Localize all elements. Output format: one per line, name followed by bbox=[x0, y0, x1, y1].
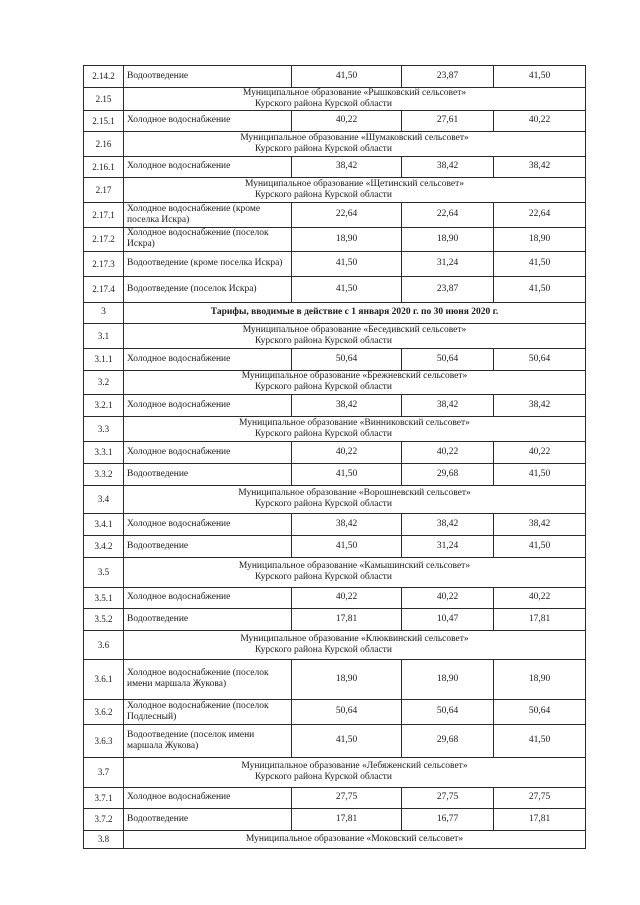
tariff-value: 38,42 bbox=[292, 513, 402, 535]
service-name: Водоотведение bbox=[124, 535, 292, 557]
row-number: 3.6 bbox=[84, 630, 124, 659]
tariff-value: 23,87 bbox=[402, 276, 494, 302]
row-number: 2.17.2 bbox=[84, 227, 124, 251]
tariff-value: 40,22 bbox=[494, 587, 586, 608]
service-name: Холодное водоснабжение (кроме поселка Искра) bbox=[124, 202, 292, 227]
row-number: 3.2.1 bbox=[84, 394, 124, 416]
municipality-header-row bbox=[84, 630, 586, 659]
service-name: Холодное водоснабжение bbox=[124, 441, 292, 463]
tariff-value: 41,50 bbox=[292, 724, 402, 757]
tariff-table-body bbox=[84, 66, 586, 849]
tariff-value: 50,64 bbox=[402, 699, 494, 724]
service-name: Водоотведение bbox=[124, 608, 292, 630]
municipality-header bbox=[124, 370, 586, 394]
district-name: Курского района Курской области bbox=[255, 572, 392, 583]
row-number: 2.16.1 bbox=[84, 156, 124, 177]
row-number: 3.7 bbox=[84, 757, 124, 787]
tariff-value: 50,64 bbox=[494, 699, 586, 724]
tariff-row bbox=[84, 787, 586, 808]
tariff-value: 27,75 bbox=[494, 787, 586, 808]
tariff-row bbox=[84, 535, 586, 557]
tariff-value: 10,47 bbox=[402, 608, 494, 630]
tariff-value: 18,90 bbox=[494, 227, 586, 251]
district-name: Курского района Курской области bbox=[255, 382, 392, 393]
municipality-header bbox=[124, 323, 586, 348]
tariff-value: 41,50 bbox=[292, 276, 402, 302]
municipality-header-row bbox=[84, 416, 586, 441]
service-name: Холодное водоснабжение bbox=[124, 787, 292, 808]
tariff-value: 29,68 bbox=[402, 724, 494, 757]
municipality-name: Муниципальное образование «Лебяженский сельсовет» bbox=[241, 761, 468, 772]
service-name: Водоотведение bbox=[124, 808, 292, 830]
tariff-value: 31,24 bbox=[402, 251, 494, 276]
municipality-name: Муниципальное образование «Камышинский сельсовет» bbox=[238, 561, 471, 572]
tariff-value: 41,50 bbox=[494, 66, 586, 88]
tariff-row bbox=[84, 276, 586, 302]
municipality-header bbox=[124, 88, 586, 111]
municipality-name: Муниципальное образование «Моковский сельсовет» bbox=[245, 833, 464, 844]
municipality-header-row bbox=[84, 757, 586, 787]
tariff-value: 18,90 bbox=[402, 659, 494, 699]
row-number: 3 bbox=[84, 302, 124, 323]
tariff-row bbox=[84, 66, 586, 88]
municipality-header-row bbox=[84, 830, 586, 848]
tariff-value: 41,50 bbox=[494, 251, 586, 276]
service-name: Водоотведение (поселок Искра) bbox=[124, 276, 292, 302]
municipality-header-row bbox=[84, 485, 586, 513]
tariff-row bbox=[84, 513, 586, 535]
row-number: 3.6.1 bbox=[84, 659, 124, 699]
district-name: Курского района Курской области bbox=[255, 428, 392, 439]
district-name: Курского района Курской области bbox=[255, 644, 392, 655]
tariff-value: 38,42 bbox=[402, 513, 494, 535]
tariff-value: 22,64 bbox=[292, 202, 402, 227]
tariff-value: 38,42 bbox=[494, 156, 586, 177]
row-number: 2.17.4 bbox=[84, 276, 124, 302]
tariff-value: 41,50 bbox=[494, 724, 586, 757]
row-number: 2.17.1 bbox=[84, 202, 124, 227]
service-name: Водоотведение (кроме поселка Искра) bbox=[124, 251, 292, 276]
service-name: Холодное водоснабжение (поселок Подлесный) bbox=[124, 699, 292, 724]
municipality-header bbox=[124, 757, 586, 787]
tariff-row bbox=[84, 699, 586, 724]
row-number: 2.17 bbox=[84, 177, 124, 202]
row-number: 3.1.1 bbox=[84, 348, 124, 370]
tariff-value: 41,50 bbox=[494, 276, 586, 302]
tariff-value: 17,81 bbox=[494, 608, 586, 630]
district-name: Курского района Курской области bbox=[255, 98, 392, 109]
tariff-value: 27,61 bbox=[402, 110, 494, 131]
tariff-value: 40,22 bbox=[292, 587, 402, 608]
tariff-row bbox=[84, 808, 586, 830]
tariff-value: 38,42 bbox=[494, 513, 586, 535]
service-name: Холодное водоснабжение (поселок Искра) bbox=[124, 227, 292, 251]
row-number: 3.6.2 bbox=[84, 699, 124, 724]
tariff-value: 41,50 bbox=[292, 463, 402, 485]
service-name: Холодное водоснабжение bbox=[124, 587, 292, 608]
municipality-header-row bbox=[84, 557, 586, 587]
municipality-name: Муниципальное образование «Ворошневский сельсовет» bbox=[238, 488, 471, 499]
tariff-row bbox=[84, 227, 586, 251]
service-name: Водоотведение (поселок имени маршала Жукова) bbox=[124, 724, 292, 757]
tariff-value: 50,64 bbox=[402, 348, 494, 370]
district-name: Курского района Курской области bbox=[255, 499, 392, 510]
tariff-row bbox=[84, 608, 586, 630]
service-name: Водоотведение bbox=[124, 66, 292, 88]
district-name: Курского района Курской области bbox=[255, 143, 392, 154]
tariff-value: 41,50 bbox=[292, 535, 402, 557]
municipality-header-row bbox=[84, 88, 586, 111]
municipality-name: Муниципальное образование «Клюквинский сельсовет» bbox=[240, 633, 469, 644]
tariff-value: 50,64 bbox=[292, 699, 402, 724]
municipality-name: Муниципальное образование «Беседивский сельсовет» bbox=[242, 324, 467, 335]
tariff-value: 50,64 bbox=[292, 348, 402, 370]
service-name: Холодное водоснабжение (поселок имени маршала Жукова) bbox=[124, 659, 292, 699]
tariff-row bbox=[84, 156, 586, 177]
tariff-row bbox=[84, 724, 586, 757]
tariff-value: 23,87 bbox=[402, 66, 494, 88]
tariff-value: 38,42 bbox=[292, 156, 402, 177]
tariff-value: 38,42 bbox=[292, 394, 402, 416]
tariff-value: 27,75 bbox=[402, 787, 494, 808]
row-number: 3.1 bbox=[84, 323, 124, 348]
district-name: Курского района Курской области bbox=[255, 189, 392, 200]
tariff-value: 18,90 bbox=[402, 227, 494, 251]
section-row bbox=[84, 302, 586, 323]
row-number: 3.4 bbox=[84, 485, 124, 513]
municipality-header-row bbox=[84, 370, 586, 394]
tariff-value: 40,22 bbox=[494, 441, 586, 463]
district-name: Курского района Курской области bbox=[255, 335, 392, 346]
tariff-value: 17,81 bbox=[292, 808, 402, 830]
row-number: 3.7.1 bbox=[84, 787, 124, 808]
municipality-name: Муниципальное образование «Винниковский сельсовет» bbox=[239, 417, 470, 428]
tariff-row bbox=[84, 463, 586, 485]
row-number: 2.14.2 bbox=[84, 66, 124, 88]
row-number: 3.8 bbox=[84, 830, 124, 848]
tariff-row bbox=[84, 251, 586, 276]
row-number: 2.17.3 bbox=[84, 251, 124, 276]
tariff-row bbox=[84, 110, 586, 131]
service-name: Холодное водоснабжение bbox=[124, 156, 292, 177]
tariff-value: 41,50 bbox=[292, 251, 402, 276]
row-number: 3.2 bbox=[84, 370, 124, 394]
service-name: Холодное водоснабжение bbox=[124, 110, 292, 131]
tariff-table bbox=[83, 65, 586, 849]
district-name: Курского района Курской области bbox=[255, 772, 392, 783]
municipality-header bbox=[124, 630, 586, 659]
tariff-value: 50,64 bbox=[494, 348, 586, 370]
service-name: Водоотведение bbox=[124, 463, 292, 485]
tariff-value: 17,81 bbox=[292, 608, 402, 630]
municipality-header bbox=[124, 830, 586, 848]
service-name: Холодное водоснабжение bbox=[124, 394, 292, 416]
row-number: 3.7.2 bbox=[84, 808, 124, 830]
tariff-value: 40,22 bbox=[292, 441, 402, 463]
tariff-value: 18,90 bbox=[292, 659, 402, 699]
tariff-value: 18,90 bbox=[292, 227, 402, 251]
tariff-row bbox=[84, 441, 586, 463]
row-number: 3.3.2 bbox=[84, 463, 124, 485]
municipality-name: Муниципальное образование «Рышковский сельсовет» bbox=[242, 88, 467, 98]
tariff-value: 38,42 bbox=[402, 156, 494, 177]
service-name: Холодное водоснабжение bbox=[124, 513, 292, 535]
section-title: Тарифы, вводимые в действие с 1 января 2020 г. по 30 июня 2020 г. bbox=[124, 302, 586, 323]
municipality-header bbox=[124, 177, 586, 202]
row-number: 3.5.1 bbox=[84, 587, 124, 608]
municipality-header-row bbox=[84, 177, 586, 202]
tariff-value: 40,22 bbox=[402, 587, 494, 608]
tariff-value: 17,81 bbox=[494, 808, 586, 830]
tariff-value: 27,75 bbox=[292, 787, 402, 808]
tariff-value: 18,90 bbox=[494, 659, 586, 699]
row-number: 3.3 bbox=[84, 416, 124, 441]
row-number: 3.4.2 bbox=[84, 535, 124, 557]
tariff-row bbox=[84, 348, 586, 370]
row-number: 2.16 bbox=[84, 131, 124, 156]
row-number: 3.5 bbox=[84, 557, 124, 587]
row-number: 3.4.1 bbox=[84, 513, 124, 535]
tariff-value: 40,22 bbox=[292, 110, 402, 131]
tariff-value: 40,22 bbox=[402, 441, 494, 463]
municipality-header-row bbox=[84, 323, 586, 348]
municipality-header bbox=[124, 131, 586, 156]
tariff-value: 31,24 bbox=[402, 535, 494, 557]
tariff-value: 29,68 bbox=[402, 463, 494, 485]
municipality-header bbox=[124, 485, 586, 513]
row-number: 3.3.1 bbox=[84, 441, 124, 463]
tariff-value: 22,64 bbox=[494, 202, 586, 227]
municipality-header bbox=[124, 416, 586, 441]
tariff-value: 41,50 bbox=[494, 463, 586, 485]
municipality-header-row bbox=[84, 131, 586, 156]
municipality-name: Муниципальное образование «Шумаковский сельсовет» bbox=[240, 132, 469, 143]
tariff-value: 41,50 bbox=[494, 535, 586, 557]
municipality-header bbox=[124, 557, 586, 587]
tariff-value: 41,50 bbox=[292, 66, 402, 88]
tariff-row bbox=[84, 394, 586, 416]
municipality-name: Муниципальное образование «Брежневский сельсовет» bbox=[241, 371, 468, 382]
tariff-row bbox=[84, 587, 586, 608]
service-name: Холодное водоснабжение bbox=[124, 348, 292, 370]
row-number: 3.5.2 bbox=[84, 608, 124, 630]
tariff-value: 38,42 bbox=[494, 394, 586, 416]
municipality-name: Муниципальное образование «Щетинский сельсовет» bbox=[244, 178, 464, 189]
row-number: 3.6.3 bbox=[84, 724, 124, 757]
tariff-row bbox=[84, 659, 586, 699]
row-number: 2.15 bbox=[84, 88, 124, 111]
tariff-value: 40,22 bbox=[494, 110, 586, 131]
tariff-value: 22,64 bbox=[402, 202, 494, 227]
tariff-value: 16,77 bbox=[402, 808, 494, 830]
row-number: 2.15.1 bbox=[84, 110, 124, 131]
tariff-value: 38,42 bbox=[402, 394, 494, 416]
tariff-row bbox=[84, 202, 586, 227]
